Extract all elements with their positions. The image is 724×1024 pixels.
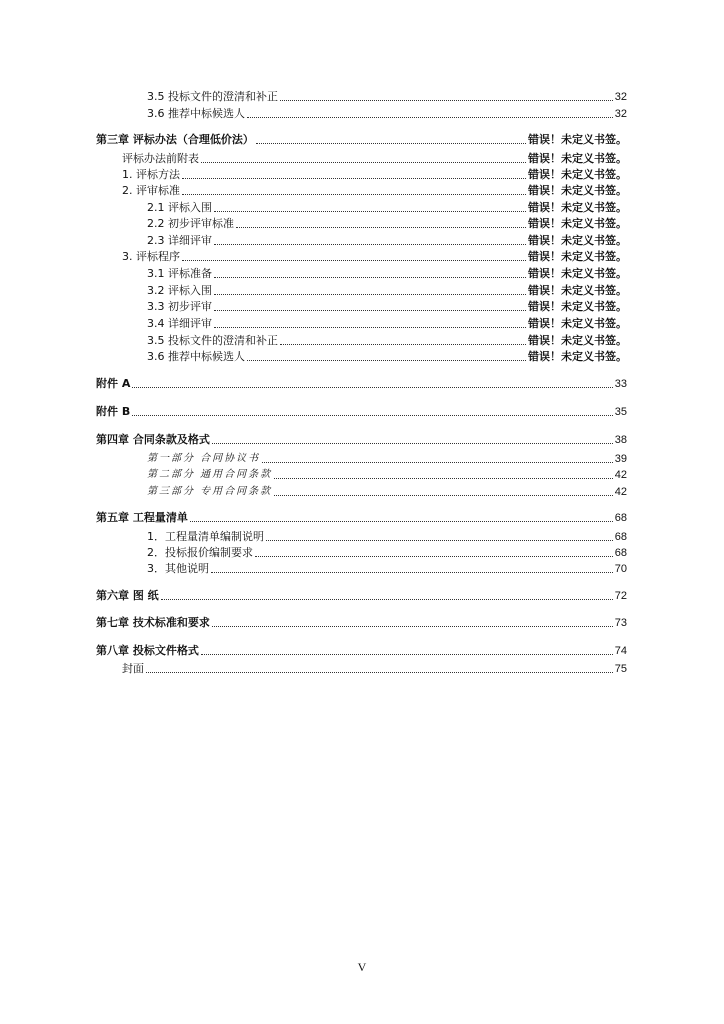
toc-entry[interactable] — [147, 315, 627, 331]
toc-entry-page: 错误！未定义书签。 — [528, 202, 627, 214]
toc-entry-title: 3.5 投标文件的澄清和补正 — [147, 334, 278, 347]
toc-entry-title: 3.3 初步评审 — [147, 300, 212, 313]
toc-entry-title: 2.1 评标入围 — [147, 201, 212, 214]
toc-entry-title: 第五章 工程量清单 — [96, 511, 188, 524]
toc-entry-page: 38 — [614, 434, 627, 446]
toc-entry[interactable] — [147, 332, 627, 348]
dot-leader — [247, 117, 613, 118]
toc-entry-title: 2.2 初步评审标准 — [147, 217, 234, 230]
toc-entry-page: 错误！未定义书签。 — [528, 134, 627, 146]
toc-entry-title: 3．其他说明 — [147, 562, 209, 575]
toc-entry[interactable] — [96, 642, 627, 658]
dot-leader — [190, 521, 613, 522]
dot-leader — [214, 310, 526, 311]
dot-leader — [182, 260, 526, 261]
toc-entry[interactable] — [96, 509, 627, 525]
toc-entry-title: 附件 B — [96, 405, 131, 418]
toc-entry[interactable] — [147, 105, 627, 121]
dot-leader — [201, 654, 613, 655]
toc-entry[interactable] — [96, 403, 627, 419]
dot-leader — [212, 443, 613, 444]
toc-entry-title: 2.3 详细评审 — [147, 234, 212, 247]
toc-entry-title: 第三部分 专用合同条款 — [147, 486, 273, 497]
toc-entry-title: 2. 评审标准 — [122, 184, 180, 197]
dot-leader — [132, 387, 612, 388]
toc-entry-title: 3.6 推荐中标候选人 — [147, 350, 245, 363]
dot-leader — [146, 672, 613, 673]
toc-entry-page: 68 — [614, 512, 627, 524]
toc-entry[interactable] — [122, 150, 627, 166]
toc-entry-page: 错误！未定义书签。 — [528, 251, 627, 263]
toc-entry-page: 错误！未定义书签。 — [528, 335, 627, 347]
toc-entry[interactable] — [147, 199, 627, 215]
toc-entry-page: 错误！未定义书签。 — [528, 351, 627, 363]
toc-entry[interactable] — [147, 466, 627, 482]
toc-entry[interactable] — [122, 660, 627, 676]
dot-leader — [182, 178, 526, 179]
toc-entry-title: 3.1 评标准备 — [147, 267, 212, 280]
dot-leader — [211, 572, 613, 573]
dot-leader — [274, 495, 613, 496]
toc-entry-page: 42 — [614, 486, 627, 498]
toc-entry-title: 3.4 详细评审 — [147, 317, 212, 330]
toc-entry-page: 错误！未定义书签。 — [528, 268, 627, 280]
toc-entry-page: 错误！未定义书签。 — [528, 185, 627, 197]
toc-entry-page: 错误！未定义书签。 — [528, 218, 627, 230]
toc-entry-page: 33 — [614, 378, 627, 390]
toc-entry-page: 32 — [614, 108, 627, 120]
toc-entry[interactable] — [96, 431, 627, 447]
toc-entry[interactable] — [147, 544, 627, 560]
toc-entry-title: 第二部分 通用合同条款 — [147, 469, 273, 480]
toc-entry-title: 第六章 图 纸 — [96, 589, 159, 602]
toc-entry-title: 附件 A — [96, 377, 131, 390]
dot-leader — [256, 143, 526, 144]
dot-leader — [247, 360, 526, 361]
toc-entry-title: 3. 评标程序 — [122, 250, 180, 263]
dot-leader — [201, 162, 526, 163]
toc-entry[interactable] — [122, 248, 627, 264]
toc-entry-title: 3.6 推荐中标候选人 — [147, 107, 245, 120]
toc-entry[interactable] — [147, 282, 627, 298]
toc-entry[interactable] — [147, 348, 627, 364]
toc-entry-title: 封面 — [122, 662, 144, 675]
toc-entry-title: 1．工程量清单编制说明 — [147, 530, 264, 543]
toc-entry[interactable] — [147, 528, 627, 544]
dot-leader — [212, 626, 613, 627]
toc-entry-page: 68 — [614, 531, 627, 543]
toc-entry-page: 73 — [614, 617, 627, 629]
toc-entry[interactable] — [147, 88, 627, 104]
toc-entry-title: 2．投标报价编制要求 — [147, 546, 253, 559]
dot-leader — [280, 100, 613, 101]
toc-entry[interactable] — [96, 375, 627, 391]
toc-entry-title: 1. 评标方法 — [122, 168, 180, 181]
toc-entry-page: 75 — [614, 663, 627, 675]
toc-entry[interactable] — [147, 232, 627, 248]
dot-leader — [214, 294, 526, 295]
toc-entry-title: 第七章 技术标准和要求 — [96, 616, 210, 629]
dot-leader — [214, 277, 526, 278]
page-number-footer: V — [357, 960, 367, 974]
toc-entry[interactable] — [147, 298, 627, 314]
dot-leader — [161, 599, 613, 600]
toc-entry[interactable] — [147, 215, 627, 231]
toc-entry[interactable] — [96, 587, 627, 603]
toc-entry-title: 评标办法前附表 — [122, 152, 199, 165]
dot-leader — [262, 462, 613, 463]
dot-leader — [274, 478, 613, 479]
toc-entry-page: 35 — [614, 406, 627, 418]
toc-entry[interactable] — [147, 450, 627, 466]
toc-entry-title: 第三章 评标办法（合理低价法） — [96, 133, 254, 146]
toc-entry[interactable] — [122, 166, 627, 182]
toc-entry-title: 3.2 评标入围 — [147, 284, 212, 297]
toc-entry[interactable] — [122, 182, 627, 198]
toc-entry-page: 错误！未定义书签。 — [528, 169, 627, 181]
dot-leader — [280, 344, 526, 345]
toc-entry-page: 74 — [614, 645, 627, 657]
toc-entry-page: 错误！未定义书签。 — [528, 153, 627, 165]
dot-leader — [214, 211, 526, 212]
toc-entry-page: 68 — [614, 547, 627, 559]
toc-entry-page: 72 — [614, 590, 627, 602]
toc-entry-page: 42 — [614, 469, 627, 481]
toc-entry[interactable] — [147, 483, 627, 499]
toc-entry-title: 3.5 投标文件的澄清和补正 — [147, 90, 278, 103]
toc-entry-page: 错误！未定义书签。 — [528, 235, 627, 247]
toc-entry-title: 第八章 投标文件格式 — [96, 644, 199, 657]
toc-entry[interactable] — [147, 265, 627, 281]
toc-entry-title: 第一部分 合同协议书 — [147, 453, 261, 464]
toc-entry-title: 第四章 合同条款及格式 — [96, 433, 210, 446]
toc-entry-page: 错误！未定义书签。 — [528, 285, 627, 297]
dot-leader — [236, 227, 526, 228]
toc-entry[interactable] — [147, 560, 627, 576]
toc-entry-page: 错误！未定义书签。 — [528, 301, 627, 313]
toc-entry-page: 39 — [614, 453, 627, 465]
dot-leader — [255, 556, 613, 557]
dot-leader — [132, 415, 613, 416]
dot-leader — [214, 327, 526, 328]
dot-leader — [266, 540, 613, 541]
toc-entry-page: 70 — [614, 563, 627, 575]
dot-leader — [214, 244, 526, 245]
toc-entry[interactable] — [96, 614, 627, 630]
dot-leader — [182, 194, 526, 195]
toc-entry-page: 32 — [614, 91, 627, 103]
toc-entry[interactable] — [96, 131, 627, 147]
toc-entry-page: 错误！未定义书签。 — [528, 318, 627, 330]
